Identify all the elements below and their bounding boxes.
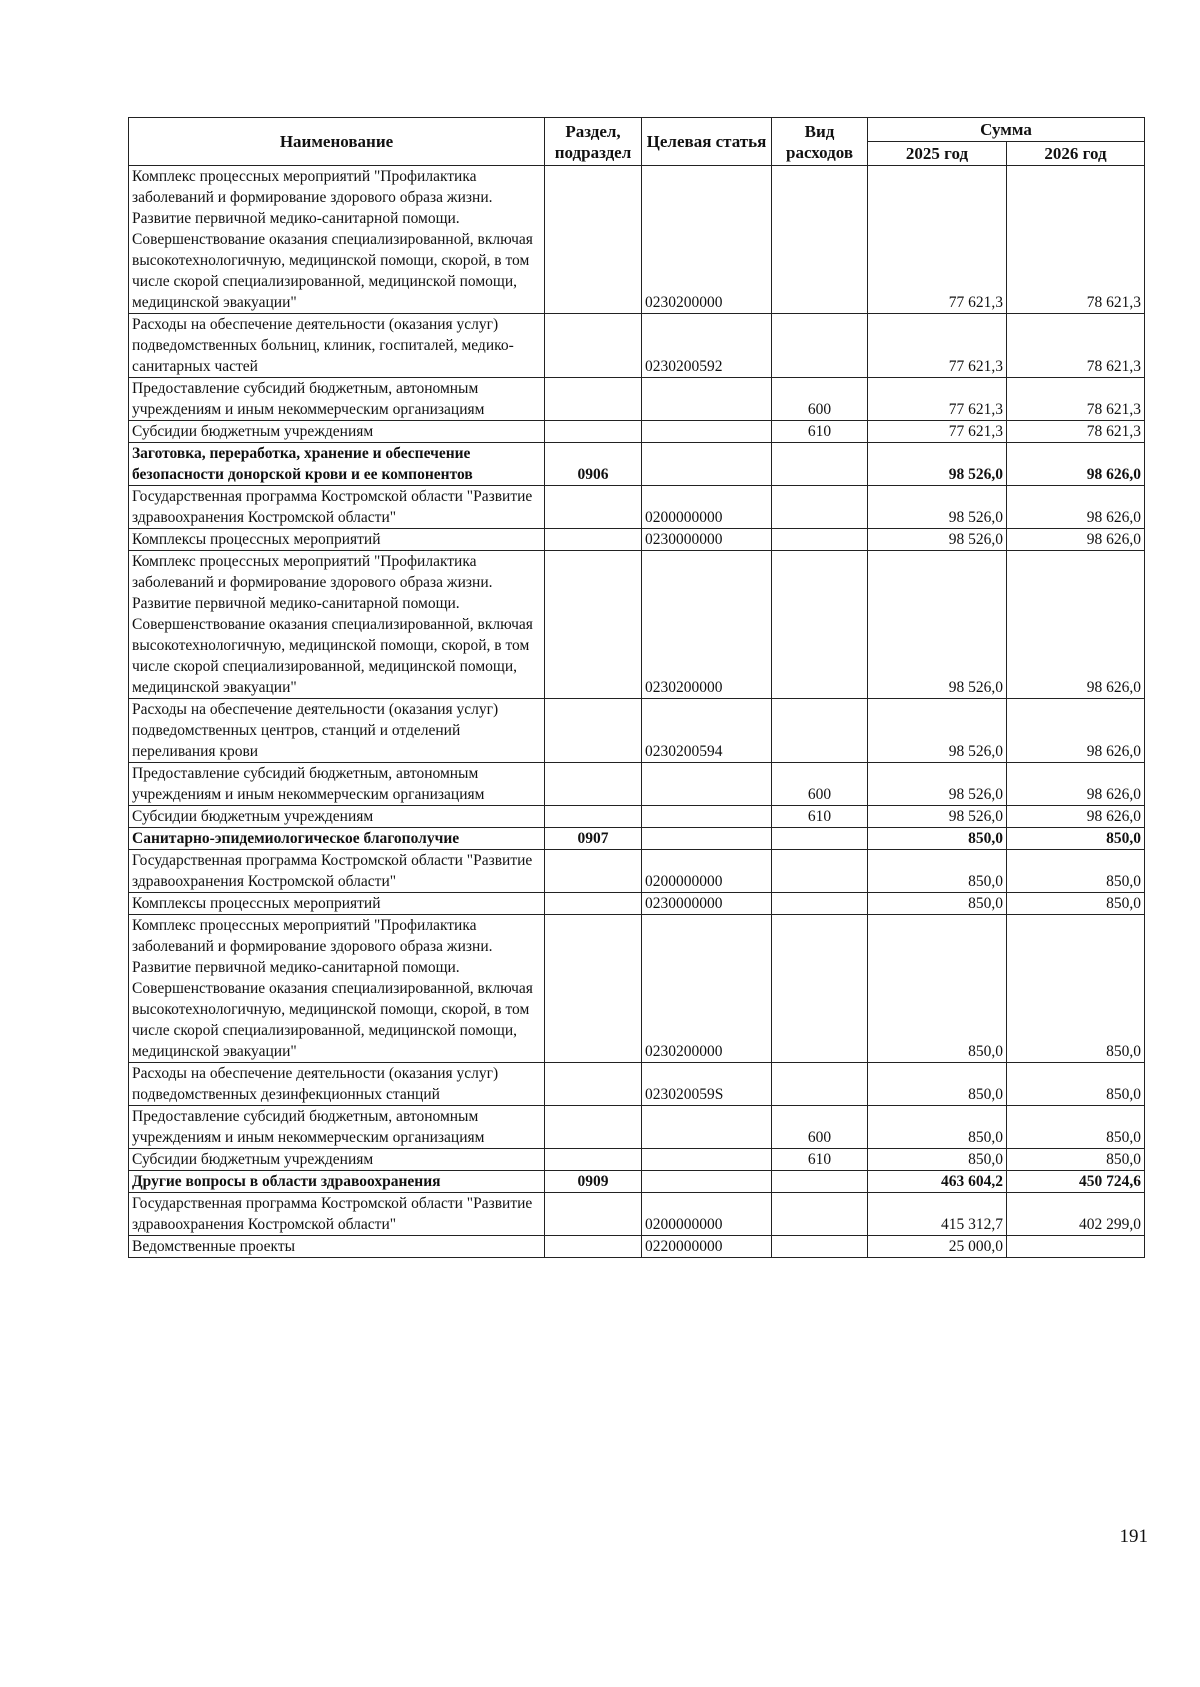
row-name: Комплекс процессных мероприятий "Профилактика заболеваний и формирование здорового образа жизни. Развитие первичной медико-санитарной помощи. Совершенствование оказания специализированной, включая высокотехнологичную, медицинской помощи, скорой, в том числе скорой специализированной, медицинской помощи, медицинской эвакуации"	[129, 551, 545, 699]
row-kind	[772, 551, 868, 699]
row-target: 0230200000	[642, 166, 772, 314]
row-section	[545, 378, 642, 421]
row-target: 023020059S	[642, 1063, 772, 1106]
table-row	[129, 828, 1145, 850]
header-section: Раздел, подраздел	[545, 118, 642, 166]
row-section	[545, 1149, 642, 1171]
row-target	[642, 378, 772, 421]
row-target: 0200000000	[642, 850, 772, 893]
row-section: 0906	[545, 443, 642, 486]
row-target	[642, 1106, 772, 1149]
row-kind: 610	[772, 421, 868, 443]
row-name: Предоставление субсидий бюджетным, автономным учреждениям и иным некоммерческим организациям	[129, 1106, 545, 1149]
row-section: 0907	[545, 828, 642, 850]
table-row	[129, 378, 1145, 421]
row-name: Субсидии бюджетным учреждениям	[129, 806, 545, 828]
row-target: 0230000000	[642, 529, 772, 551]
row-kind: 600	[772, 1106, 868, 1149]
row-amount-2026: 402 299,0	[1007, 1193, 1145, 1236]
page-number: 191	[1119, 1526, 1148, 1547]
row-name: Государственная программа Костромской области "Развитие здравоохранения Костромской области"	[129, 486, 545, 529]
row-kind	[772, 486, 868, 529]
row-amount-2026: 98 626,0	[1007, 806, 1145, 828]
row-amount-2026: 850,0	[1007, 893, 1145, 915]
row-target: 0230200592	[642, 314, 772, 378]
table-row	[129, 421, 1145, 443]
row-amount-2025: 850,0	[868, 1149, 1007, 1171]
row-kind: 600	[772, 763, 868, 806]
row-amount-2025: 98 526,0	[868, 551, 1007, 699]
table-row	[129, 1171, 1145, 1193]
row-amount-2026: 98 626,0	[1007, 529, 1145, 551]
row-amount-2025: 98 526,0	[868, 443, 1007, 486]
row-amount-2026: 98 626,0	[1007, 486, 1145, 529]
row-target	[642, 828, 772, 850]
row-kind	[772, 166, 868, 314]
row-target: 0230200000	[642, 551, 772, 699]
row-kind	[772, 893, 868, 915]
row-section	[545, 1106, 642, 1149]
row-target	[642, 763, 772, 806]
table-row	[129, 166, 1145, 314]
row-kind	[772, 1171, 868, 1193]
row-target: 0230200594	[642, 699, 772, 763]
row-name: Санитарно-эпидемиологическое благополучие	[129, 828, 545, 850]
table-row	[129, 551, 1145, 699]
row-target	[642, 806, 772, 828]
row-target: 0200000000	[642, 1193, 772, 1236]
table-row	[129, 314, 1145, 378]
row-section	[545, 763, 642, 806]
row-amount-2025: 850,0	[868, 850, 1007, 893]
table-row	[129, 850, 1145, 893]
table-row	[129, 443, 1145, 486]
row-name: Заготовка, переработка, хранение и обеспечение безопасности донорской крови и ее компонентов	[129, 443, 545, 486]
row-amount-2025: 77 621,3	[868, 421, 1007, 443]
row-amount-2025: 850,0	[868, 1106, 1007, 1149]
row-name: Предоставление субсидий бюджетным, автономным учреждениям и иным некоммерческим организациям	[129, 378, 545, 421]
row-kind	[772, 850, 868, 893]
row-amount-2026: 850,0	[1007, 828, 1145, 850]
row-amount-2025: 850,0	[868, 1063, 1007, 1106]
row-name: Другие вопросы в области здравоохранения	[129, 1171, 545, 1193]
row-amount-2025: 77 621,3	[868, 378, 1007, 421]
row-section	[545, 551, 642, 699]
table-row	[129, 1063, 1145, 1106]
table-header	[129, 118, 1145, 166]
row-name: Комплексы процессных мероприятий	[129, 893, 545, 915]
row-amount-2026	[1007, 1236, 1145, 1258]
row-name: Субсидии бюджетным учреждениям	[129, 421, 545, 443]
row-target: 0200000000	[642, 486, 772, 529]
row-section	[545, 166, 642, 314]
row-amount-2025: 25 000,0	[868, 1236, 1007, 1258]
row-section	[545, 421, 642, 443]
row-amount-2026: 850,0	[1007, 1149, 1145, 1171]
table-row	[129, 806, 1145, 828]
table-row	[129, 1149, 1145, 1171]
row-kind	[772, 828, 868, 850]
row-target: 0220000000	[642, 1236, 772, 1258]
row-kind	[772, 1063, 868, 1106]
row-amount-2025: 415 312,7	[868, 1193, 1007, 1236]
row-name: Субсидии бюджетным учреждениям	[129, 1149, 545, 1171]
table-row	[129, 763, 1145, 806]
row-amount-2025: 850,0	[868, 893, 1007, 915]
row-section	[545, 806, 642, 828]
row-amount-2025: 98 526,0	[868, 763, 1007, 806]
row-section: 0909	[545, 1171, 642, 1193]
row-name: Предоставление субсидий бюджетным, автономным учреждениям и иным некоммерческим организациям	[129, 763, 545, 806]
row-section	[545, 850, 642, 893]
table-row	[129, 486, 1145, 529]
row-kind	[772, 1236, 868, 1258]
row-amount-2026: 850,0	[1007, 1106, 1145, 1149]
row-amount-2026: 850,0	[1007, 915, 1145, 1063]
row-target	[642, 421, 772, 443]
row-amount-2026: 450 724,6	[1007, 1171, 1145, 1193]
row-amount-2026: 78 621,3	[1007, 421, 1145, 443]
row-target	[642, 1171, 772, 1193]
row-target: 0230200000	[642, 915, 772, 1063]
row-amount-2025: 850,0	[868, 915, 1007, 1063]
row-name: Расходы на обеспечение деятельности (оказания услуг) подведомственных дезинфекционных станций	[129, 1063, 545, 1106]
row-kind: 610	[772, 806, 868, 828]
header-name: Наименование	[129, 118, 545, 166]
row-kind	[772, 1193, 868, 1236]
row-amount-2026: 78 621,3	[1007, 166, 1145, 314]
table-row	[129, 915, 1145, 1063]
row-target	[642, 1149, 772, 1171]
row-amount-2025: 98 526,0	[868, 486, 1007, 529]
row-amount-2026: 98 626,0	[1007, 443, 1145, 486]
table-row	[129, 1106, 1145, 1149]
row-kind: 610	[772, 1149, 868, 1171]
row-section	[545, 1063, 642, 1106]
row-section	[545, 699, 642, 763]
table-row	[129, 893, 1145, 915]
header-target: Целевая статья	[642, 118, 772, 166]
table-row	[129, 529, 1145, 551]
header-year-2026: 2026 год	[1007, 142, 1145, 166]
row-section	[545, 1236, 642, 1258]
header-sum: Сумма	[868, 118, 1145, 142]
row-amount-2025: 77 621,3	[868, 314, 1007, 378]
row-kind	[772, 314, 868, 378]
row-kind	[772, 915, 868, 1063]
row-kind	[772, 443, 868, 486]
header-year-2025: 2025 год	[868, 142, 1007, 166]
row-name: Государственная программа Костромской области "Развитие здравоохранения Костромской области"	[129, 850, 545, 893]
row-amount-2025: 463 604,2	[868, 1171, 1007, 1193]
row-amount-2026: 98 626,0	[1007, 699, 1145, 763]
row-target: 0230000000	[642, 893, 772, 915]
row-name: Ведомственные проекты	[129, 1236, 545, 1258]
row-name: Расходы на обеспечение деятельности (оказания услуг) подведомственных центров, станций и отделений переливания крови	[129, 699, 545, 763]
row-name: Комплекс процессных мероприятий "Профилактика заболеваний и формирование здорового образа жизни. Развитие первичной медико-санитарной помощи. Совершенствование оказания специализированной, включая высокотехнологичную, медицинской помощи, скорой, в том числе скорой специализированной, медицинской помощи, медицинской эвакуации"	[129, 166, 545, 314]
row-amount-2025: 98 526,0	[868, 699, 1007, 763]
row-section	[545, 486, 642, 529]
row-kind	[772, 529, 868, 551]
row-name: Комплекс процессных мероприятий "Профилактика заболеваний и формирование здорового образа жизни. Развитие первичной медико-санитарной помощи. Совершенствование оказания специализированной, включая высокотехнологичную, медицинской помощи, скорой, в том числе скорой специализированной, медицинской помощи, медицинской эвакуации"	[129, 915, 545, 1063]
row-name: Государственная программа Костромской области "Развитие здравоохранения Костромской области"	[129, 1193, 545, 1236]
row-amount-2026: 78 621,3	[1007, 314, 1145, 378]
row-amount-2026: 98 626,0	[1007, 763, 1145, 806]
table-row	[129, 1193, 1145, 1236]
budget-table	[128, 117, 1145, 1258]
row-amount-2026: 850,0	[1007, 1063, 1145, 1106]
table-row	[129, 699, 1145, 763]
row-name: Расходы на обеспечение деятельности (оказания услуг) подведомственных больниц, клиник, госпиталей, медико-санитарных частей	[129, 314, 545, 378]
row-section	[545, 314, 642, 378]
row-kind	[772, 699, 868, 763]
header-kind: Вид расходов	[772, 118, 868, 166]
row-amount-2025: 98 526,0	[868, 529, 1007, 551]
row-section	[545, 529, 642, 551]
row-amount-2025: 98 526,0	[868, 806, 1007, 828]
row-amount-2025: 77 621,3	[868, 166, 1007, 314]
row-section	[545, 1193, 642, 1236]
row-kind: 600	[772, 378, 868, 421]
row-amount-2026: 98 626,0	[1007, 551, 1145, 699]
row-section	[545, 915, 642, 1063]
table-body	[129, 166, 1145, 1258]
row-amount-2026: 850,0	[1007, 850, 1145, 893]
row-amount-2025: 850,0	[868, 828, 1007, 850]
table-row	[129, 1236, 1145, 1258]
row-name: Комплексы процессных мероприятий	[129, 529, 545, 551]
row-section	[545, 893, 642, 915]
row-amount-2026: 78 621,3	[1007, 378, 1145, 421]
row-target	[642, 443, 772, 486]
